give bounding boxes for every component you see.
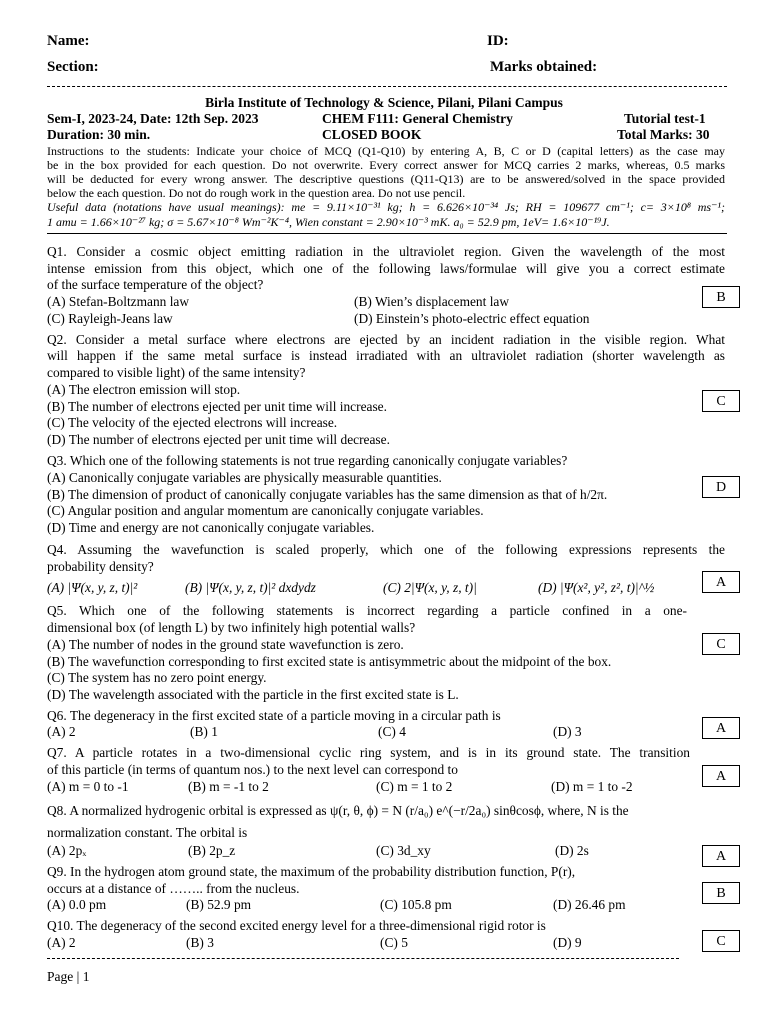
q6-option-b: (B) 1 [190, 724, 218, 739]
q2-option-c: (C) The velocity of the ejected electrons will increase. [47, 415, 338, 430]
q8-answer-box[interactable]: A [702, 845, 740, 867]
q4-option-c: (C) 2|Ψ(x, y, z, t)| [383, 580, 477, 595]
q10-option-c: (C) 5 [380, 935, 408, 950]
q2-answer-box[interactable]: C [702, 390, 740, 412]
q8-option-d: (D) 2s [555, 843, 589, 858]
section-label: Section: [47, 59, 99, 75]
q3-option-a: (A) Canonically conjugate variables are physically measurable quantities. [47, 470, 442, 485]
q3-text-1: Q3. Which one of the following statements is not true regarding canonically conjugate variables? [47, 453, 568, 468]
instructions-line-4: below the each question. Do not do rough work in the question area. Do not use pencil. [47, 186, 466, 200]
q6-answer-box[interactable]: A [702, 717, 740, 739]
q4-text-1: Q4. Assuming the wavefunction is scaled properly, which one of the following expressions represents the [47, 542, 725, 557]
q2-text-2: will happen if the same metal surface is instead irradiated with an ultraviolet radiation (shorter wavelength as [47, 348, 725, 363]
q6-option-a: (A) 2 [47, 724, 76, 739]
q9-option-b: (B) 52.9 pm [186, 897, 252, 912]
q7-text-2: of this particle (in terms of quantum nos.) to the next level can correspond to [47, 762, 458, 777]
q9-text-2: occurs at a distance of …….. from the nucleus. [47, 881, 300, 896]
total-marks: Total Marks: 30 [617, 127, 710, 142]
q2-option-a: (A) The electron emission will stop. [47, 382, 241, 397]
q5-option-b: (B) The wavefunction corresponding to first excited state is antisymmetric about the midpoint of the box. [47, 654, 612, 669]
q2-option-b: (B) The number of electrons ejected per unit time will increase. [47, 399, 387, 414]
q5-text-1: Q5. Which one of the following statements is incorrect regarding a particle confined in a one- [47, 603, 687, 618]
header-divider [47, 86, 727, 87]
closed-book: CLOSED BOOK [322, 127, 422, 142]
q3-option-c: (C) Angular position and angular momentum are canonically conjugate variables. [47, 503, 484, 518]
q9-option-c: (C) 105.8 pm [380, 897, 452, 912]
q1-text-1: Q1. Consider a cosmic object emitting radiation in the ultraviolet region. Given the wavelength of the most [47, 244, 725, 259]
q10-option-d: (D) 9 [553, 935, 582, 950]
useful-data-line-2: 1 amu = 1.66×10⁻²⁷ kg; σ = 5.67×10⁻⁸ Wm⁻²K⁻⁴, Wien constant = 2.90×10⁻³ mK. a₀ = 52.9 pm, 1eV= 1.6×10⁻¹⁹J. [47, 215, 610, 229]
q4-answer-box[interactable]: A [702, 571, 740, 593]
q8-text-2: normalization constant. The orbital is [47, 825, 248, 840]
q1-text-3: of the surface temperature of the object? [47, 277, 264, 292]
footer-divider [47, 958, 679, 959]
q7-option-c: (C) m = 1 to 2 [376, 779, 453, 794]
test-name: Tutorial test-1 [624, 111, 706, 126]
q1-option-c: (C) Rayleigh-Jeans law [47, 311, 173, 326]
q1-text-2: intense emission from this object, which one of the following laws/formulae will give you a correct estimate [47, 261, 725, 276]
course-title: CHEM F111: General Chemistry [322, 111, 513, 126]
name-label: Name: [47, 33, 90, 49]
marks-label: Marks obtained: [490, 59, 598, 75]
q4-option-a: (A) |Ψ(x, y, z, t)|² [47, 580, 138, 595]
q8-option-b: (B) 2p_z [188, 843, 236, 858]
useful-data-line-1: Useful data (notations have usual meanings): me = 9.11×10⁻³¹ kg; h = 6.626×10⁻³⁴ Js; RH = 109677 cm⁻¹; c= 3×10⁸ ms⁻¹; [47, 200, 725, 214]
instructions-line-2: be in the box provided for each question. Do not overwrite. Every correct answer for MCQ carries 2 marks, whereas, 0.5 marks [47, 158, 725, 172]
sem-date: Sem-I, 2023-24, Date: 12th Sep. 2023 [47, 111, 259, 126]
q6-option-c: (C) 4 [378, 724, 406, 739]
duration: Duration: 30 min. [47, 127, 151, 142]
q10-answer-box[interactable]: C [702, 930, 740, 952]
q2-text-1: Q2. Consider a metal surface where electrons are ejected by an incident radiation in the visible region. What [47, 332, 725, 347]
instructions-line-1: Instructions to the students: Indicate your choice of MCQ (Q1-Q10) by entering A, B, C or D (capital letters) as the case may [47, 144, 725, 158]
q7-option-d: (D) m = 1 to -2 [551, 779, 633, 794]
q5-option-d: (D) The wavelength associated with the particle in the first excited state is L. [47, 687, 459, 702]
q2-option-d: (D) The number of electrons ejected per unit time will decrease. [47, 432, 390, 447]
page-number: Page | 1 [47, 969, 90, 984]
q6-option-d: (D) 3 [553, 724, 582, 739]
q8-text-1: Q8. A normalized hydrogenic orbital is expressed as ψ(r, θ, ϕ) = N (r/a₀) e^(−r/2a₀) sinθcosϕ, where, N is the [47, 803, 629, 818]
q4-text-2: probability density? [47, 559, 154, 574]
q7-answer-box[interactable]: A [702, 765, 740, 787]
q6-text-1: Q6. The degeneracy in the first excited state of a particle moving in a circular path is [47, 708, 501, 723]
q3-option-d: (D) Time and energy are not canonically conjugate variables. [47, 520, 375, 535]
q1-option-a: (A) Stefan-Boltzmann law [47, 294, 190, 309]
q9-text-1: Q9. In the hydrogen atom ground state, the maximum of the probability distribution function, P(r), [47, 864, 576, 879]
q5-option-a: (A) The number of nodes in the ground state wavefunction is zero. [47, 637, 404, 652]
q3-option-b: (B) The dimension of product of canonically conjugate variables has the same dimension as that of h/2π. [47, 487, 608, 502]
q1-answer-box[interactable]: B [702, 286, 740, 308]
q10-option-b: (B) 3 [186, 935, 214, 950]
q4-option-d: (D) |Ψ(x², y², z², t)|^½ [538, 580, 655, 595]
q3-answer-box[interactable]: D [702, 476, 740, 498]
q9-option-a: (A) 0.0 pm [47, 897, 107, 912]
q5-text-2: dimensional box (of length L) by two infinitely high potential walls? [47, 620, 416, 635]
q9-answer-box[interactable]: B [702, 882, 740, 904]
q10-option-a: (A) 2 [47, 935, 76, 950]
q5-answer-box[interactable]: C [702, 633, 740, 655]
q7-option-a: (A) m = 0 to -1 [47, 779, 129, 794]
q1-option-d: (D) Einstein’s photo-electric effect equation [354, 311, 590, 326]
id-label: ID: [487, 33, 509, 49]
q5-option-c: (C) The system has no zero point energy. [47, 670, 267, 685]
q4-option-b: (B) |Ψ(x, y, z, t)|² dxdydz [185, 580, 316, 595]
q9-option-d: (D) 26.46 pm [553, 897, 626, 912]
q8-option-c: (C) 3d_xy [376, 843, 431, 858]
instructions-line-3: will be deducted for every wrong answer. The descriptive questions (Q11-Q13) are to be answered/solved in the space provided [47, 172, 725, 186]
q1-option-b: (B) Wien’s displacement law [354, 294, 510, 309]
institute-title: Birla Institute of Technology & Science, Pilani, Pilani Campus [205, 95, 563, 110]
q7-text-1: Q7. A particle rotates in a two-dimensional cyclic ring system, and is in its ground state. The transition [47, 745, 690, 760]
q8-option-a: (A) 2pₓ [47, 843, 87, 858]
q10-text-1: Q10. The degeneracy of the second excited energy level for a three-dimensional rigid rotor is [47, 918, 546, 933]
instructions-rule [47, 233, 727, 234]
q2-text-3: compared to visible light) of the same intensity? [47, 365, 306, 380]
q7-option-b: (B) m = -1 to 2 [188, 779, 269, 794]
